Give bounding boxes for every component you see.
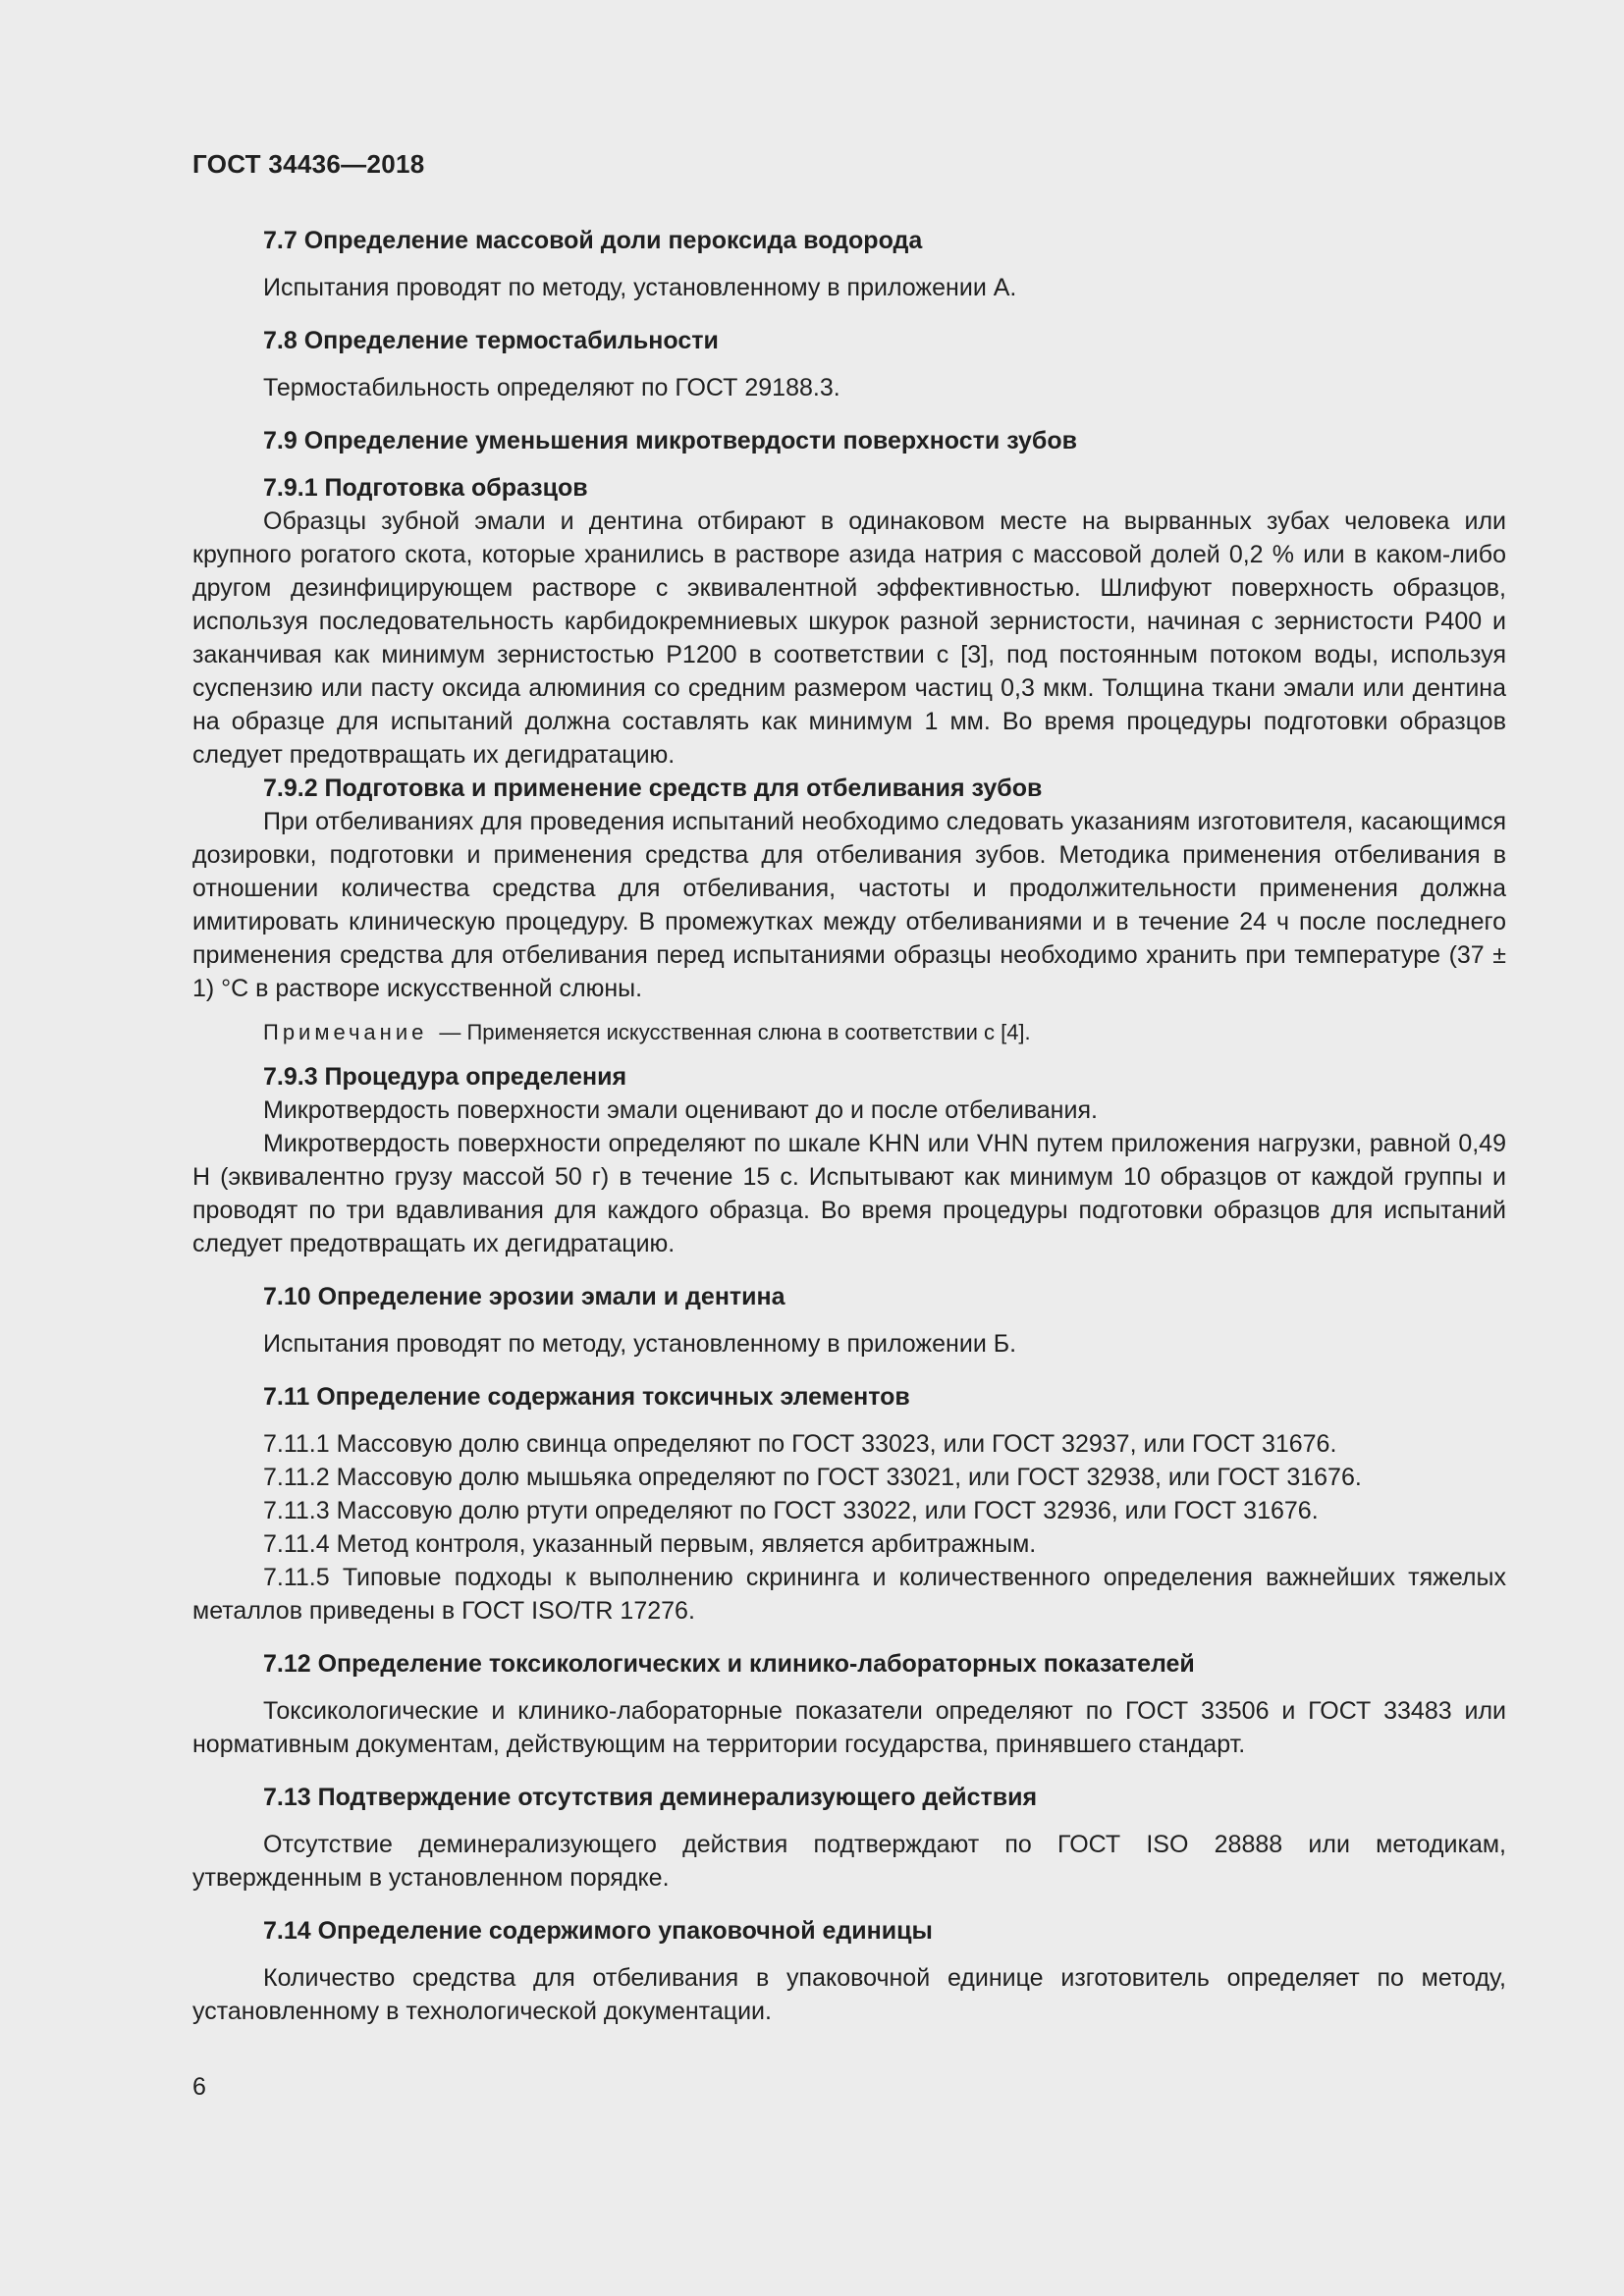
heading-7-9: 7.9 Определение уменьшения микротвердости поверхности зубов — [263, 427, 1078, 454]
paragraph-7-9-1: Образцы зубной эмали и дентина отбирают в одинаковом месте на вырванных зубах человека или крупного рогатого скота, которые хранились в растворе азида натрия с массовой долей 0,2 % или в каком-либо другом дезинфицирующем растворе с эквивалентной эффективностью. Шлифуют поверхность образцов, используя последовательность карбидокремниевых шкурок разной зернистости, начиная с зернистости Р400 и заканчивая как минимум зернистостью Р1200 в соответствии с [3], под постоянным потоком воды, используя суспензию или пасту оксида алюминия со средним размером частиц 0,3 мкм. Толщина ткани эмали или дентина на образце для испытаний должна составлять как минимум 1 мм. Во время процедуры подготовки образцов следует предотвращать их дегидратацию. — [192, 507, 1506, 769]
heading-7-13: 7.13 Подтверждение отсутствия деминерализующего действия — [263, 1784, 1038, 1811]
heading-7-9-3: 7.9.3 Процедура определения — [263, 1063, 627, 1091]
paragraph-7-7: Испытания проводят по методу, установленному в приложении А. — [263, 274, 1017, 301]
note-text: — Применяется искусственная слюна в соответствии с [4]. — [439, 1020, 1031, 1044]
paragraph-7-12: Токсикологические и клинико-лабораторные показатели определяют по ГОСТ 33506 и ГОСТ 33483 или нормативным документам, действующим на территории государства, принявшего стандарт. — [192, 1697, 1506, 1758]
page-number: 6 — [192, 2073, 206, 2101]
heading-7-7: 7.7 Определение массовой доли пероксида водорода — [263, 227, 923, 254]
list-item-7-11-2: 7.11.2 Массовую долю мышьяка определяют по ГОСТ 33021, или ГОСТ 32938, или ГОСТ 31676. — [263, 1464, 1362, 1491]
paragraph-7-13: Отсутствие деминерализующего действия подтверждают по ГОСТ ISO 28888 или методикам, утвержденным в установленном порядке. — [192, 1831, 1506, 1892]
paragraph-7-8: Термостабильность определяют по ГОСТ 29188.3. — [263, 374, 840, 401]
page-content — [192, 224, 1506, 2028]
paragraph-7-9-2: При отбеливаниях для проведения испытаний необходимо следовать указаниям изготовителя, касающимся дозировки, подготовки и применения средства для отбеливания зубов. Методика применения отбеливания в отношении количества средства для отбеливания, частоты и продолжительности применения должна имитировать клиническую процедуру. В промежутках между отбеливаниями и в течение 24 ч после последнего применения средства для отбеливания перед испытаниями образцы необходимо хранить при температуре (37 ± 1) °С в растворе искусственной слюны. — [192, 808, 1506, 1002]
list-item-7-11-5: 7.11.5 Типовые подходы к выполнению скрининга и количественного определения важнейших тяжелых металлов приведены в ГОСТ ISO/TR 17276. — [192, 1564, 1506, 1625]
heading-7-9-2: 7.9.2 Подготовка и применение средств для отбеливания зубов — [263, 774, 1043, 802]
paragraph-7-14: Количество средства для отбеливания в упаковочной единице изготовитель определяет по методу, установленному в технологической документации. — [192, 1964, 1506, 2025]
note — [192, 1017, 1506, 1048]
heading-7-9-1: 7.9.1 Подготовка образцов — [263, 474, 588, 502]
heading-7-8: 7.8 Определение термостабильности — [263, 327, 719, 354]
document-code: ГОСТ 34436—2018 — [192, 149, 425, 179]
note-label: Примечание — [263, 1020, 428, 1044]
heading-7-12: 7.12 Определение токсикологических и клинико-лабораторных показателей — [263, 1650, 1195, 1678]
list-item-7-11-4: 7.11.4 Метод контроля, указанный первым, является арбитражным. — [263, 1530, 1037, 1558]
heading-7-10: 7.10 Определение эрозии эмали и дентина — [263, 1283, 785, 1310]
paragraph-7-9-3-b: Микротвердость поверхности определяют по шкале KHN или VHN путем приложения нагрузки, равной 0,49 Н (эквивалентно грузу массой 50 г) в течение 15 с. Испытывают как минимум 10 образцов от каждой группы и проводят по три вдавливания для каждого образца. Во время процедуры подготовки образцов для испытаний следует предотвращать их дегидратацию. — [192, 1130, 1506, 1257]
paragraph-7-10: Испытания проводят по методу, установленному в приложении Б. — [263, 1330, 1017, 1358]
list-item-7-11-1: 7.11.1 Массовую долю свинца определяют по ГОСТ 33023, или ГОСТ 32937, или ГОСТ 31676. — [263, 1430, 1337, 1458]
heading-7-14: 7.14 Определение содержимого упаковочной единицы — [263, 1917, 933, 1945]
heading-7-11: 7.11 Определение содержания токсичных элементов — [263, 1383, 910, 1411]
paragraph-7-9-3-a: Микротвердость поверхности эмали оценивают до и после отбеливания. — [263, 1096, 1098, 1124]
list-item-7-11-3: 7.11.3 Массовую долю ртути определяют по ГОСТ 33022, или ГОСТ 32936, или ГОСТ 31676. — [263, 1497, 1319, 1524]
